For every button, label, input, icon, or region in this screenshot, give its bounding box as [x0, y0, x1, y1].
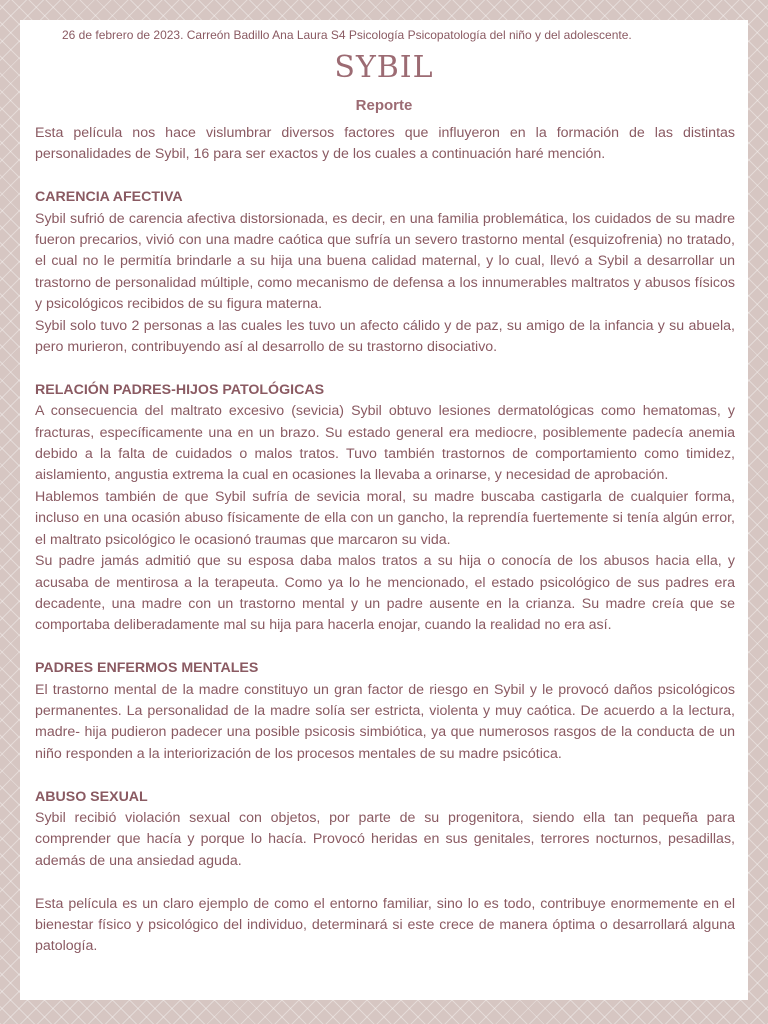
paragraph-gap	[35, 872, 735, 893]
paragraph-gap	[35, 765, 735, 786]
paragraph-gap	[35, 358, 735, 379]
section-paragraph: A consecuencia del maltrato excesivo (sevicia) Sybil obtuvo lesiones dermatológicas como hematomas, y fracturas, específicamente una en un brazo. Su estado general era mediocre, posiblemente padecía anemia debido a la falta de cuidados o malos tratos. Tuvo también trastornos de comportamiento como timidez, aislamiento, angustia extrema la cual en ocasiones la llevaba a orinarse, y necesidad de aprobación.	[35, 403, 735, 484]
section-paragraph: Hablemos también de que Sybil sufría de sevicia moral, su madre buscaba castigarla de cualquier forma, incluso en una ocasión abuso físicamente de ella con un gancho, la reprendía fuertemente si tenía algún error, el maltrato psicológico le ocasionó traumas que marcaron su vida.	[35, 488, 735, 548]
document-subtitle: Reporte	[355, 97, 413, 114]
conclusion-paragraph: Esta película es un claro ejemplo de como el entorno familiar, sino lo es todo, contribuye enormemente en el bienestar físico y psicológico del individuo, determinará si este crece de manera óptima o desarrollará alguna patología.	[35, 895, 735, 955]
section-paragraph: Sybil solo tuvo 2 personas a las cuales les tuvo un afecto cálido y de paz, su amigo de la infancia y su abuela, pero murieron, contribuyendo así al desarrollo de su trastorno disociativo.	[35, 317, 735, 356]
document-page	[20, 20, 748, 1000]
header-line: 26 de febrero de 2023. Carreón Badillo Ana Laura S4 Psicología Psicopatología del niño y del adolescente.	[62, 28, 632, 42]
section-heading-abuso-sexual: ABUSO SEXUAL	[35, 788, 148, 805]
document-body	[35, 123, 735, 958]
intro-paragraph: Esta película nos hace vislumbrar diversos factores que influyeron en la formación de las distintas personalidades de Sybil, 16 para ser exactos y de los cuales a continuación haré mención.	[35, 125, 735, 163]
document-title: SYBIL	[334, 50, 434, 85]
section-heading-carencia-afectiva: CARENCIA AFECTIVA	[35, 189, 183, 206]
section-paragraph: Sybil sufrió de carencia afectiva distorsionada, es decir, en una familia problemática, los cuidados de su madre fueron precarios, vivió con una madre caótica que sufría un severo trastorno mental (esquizofrenia) no tratado, el cual no le permitía brindarle a su hija una buena calidad maternal, y lo cual, llevó a Sybil a desarrollar un trastorno de personalidad múltiple, como mecanismo de defensa a los innumerables maltratos y abusos físicos y psicológicos recibidos de su figura materna.	[35, 210, 735, 313]
section-heading-padres-enfermos: PADRES ENFERMOS MENTALES	[35, 660, 259, 677]
section-paragraph: Su padre jamás admitió que su esposa daba malos tratos a su hija o conocía de los abusos hacia ella, y acusaba de mentirosa a la terapeuta. Como ya lo he mencionado, el estado psicológico de sus padres era decadente, una madre con un trastorno mental y un padre ausente en la crianza. Su madre creía que se comportaba deliberadamente mal su hija para hacerla enojar, cuando la realidad no era así.	[35, 553, 735, 634]
paragraph-gap	[35, 166, 735, 187]
section-heading-relacion-padres-hijos: RELACIÓN PADRES-HIJOS PATOLÓGICAS	[35, 381, 325, 398]
paragraph-gap	[35, 637, 735, 658]
section-paragraph: El trastorno mental de la madre constituyo un gran factor de riesgo en Sybil y le provocó daños psicológicos permanentes. La personalidad de la madre solía ser estricta, violenta y muy caótica. De acuerdo a la lectura, madre- hija pudieron padecer una posible psicosis simbiótica, ya que numerosos rasgos de la conducta de un niño responden a la interiorización de los procesos mentales de su madre psicótica.	[35, 681, 735, 762]
section-paragraph: Sybil recibió violación sexual con objetos, por parte de su progenitora, siendo ella tan pequeña para comprender que hacía y porque lo hacía. Provocó heridas en sus genitales, terrores nocturnos, pesadillas, además de una ansiedad aguda.	[35, 809, 735, 869]
